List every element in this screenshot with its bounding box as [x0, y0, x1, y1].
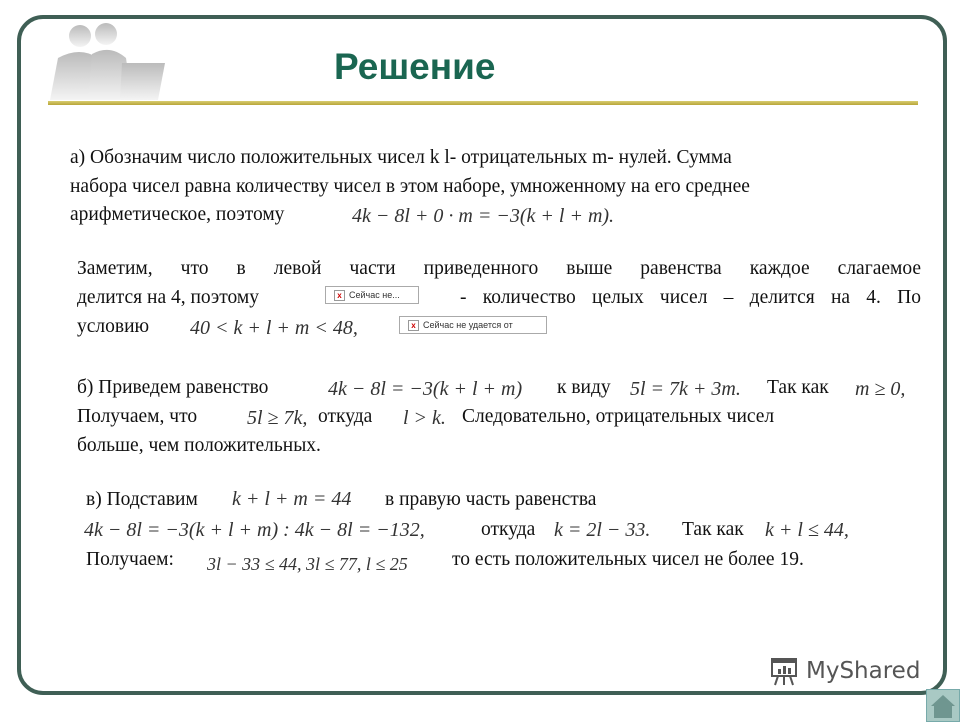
formula-c3: k = 2l − 33. — [554, 519, 651, 541]
part-b-line2c: Следовательно, отрицательных чисел — [462, 406, 775, 427]
formula-b2: 5l = 7k + 3m. — [630, 378, 741, 400]
slide-frame — [17, 15, 947, 695]
part-a-line5b: - количество целых чисел – делится на 4. По — [460, 287, 921, 308]
part-a-line4: Заметим, что в левой части приведенного выше равенства каждое слагаемое — [77, 258, 921, 279]
part-b-line1c: Так как — [767, 377, 829, 398]
part-b-line3: больше, чем положительных. — [77, 435, 321, 456]
broken-image-icon: x — [408, 320, 419, 331]
part-a-line2: набора чисел равна количеству чисел в этом наборе, умноженному на его среднее — [70, 176, 750, 197]
part-a-line6: условию — [77, 316, 150, 337]
title-underline — [48, 101, 918, 105]
formula-b1: 4k − 8l = −3(k + l + m) — [328, 378, 523, 400]
part-b-line1b: к виду — [557, 377, 611, 398]
home-icon — [927, 690, 959, 721]
broken-image-label: Сейчас не удается от — [423, 320, 513, 330]
part-a-line5a: делится на 4, поэтому — [77, 287, 259, 308]
broken-image — [325, 286, 419, 304]
part-b-line1a: б) Приведем равенство — [77, 377, 269, 398]
part-a-line3: арифметическое, поэтому — [70, 204, 285, 225]
myshared-logo[interactable] — [768, 656, 920, 686]
formula-sum: 4k − 8l + 0 · m = −3(k + l + m). — [352, 205, 615, 227]
part-c-line1a: в) Подставим — [86, 489, 198, 510]
part-c-line2a: откуда — [481, 519, 536, 540]
logo-text: MyShared — [806, 658, 921, 684]
part-c-line3b: то есть положительных чисел не более 19. — [452, 549, 804, 570]
formula-c5: 3l − 33 ≤ 44, 3l ≤ 77, l ≤ 25 — [207, 554, 408, 574]
formula-b5: l > k. — [403, 407, 446, 429]
broken-image — [399, 316, 547, 334]
formula-c1: k + l + m = 44 — [232, 488, 352, 510]
formula-c4: k + l ≤ 44, — [765, 519, 849, 541]
presentation-board-icon — [768, 656, 800, 686]
part-c-line3a: Получаем: — [86, 549, 174, 570]
page-title: Решение — [334, 46, 496, 87]
broken-image-icon: x — [334, 290, 345, 301]
formula-range: 40 < k + l + m < 48, — [190, 317, 358, 339]
people-silhouette-icon — [40, 18, 165, 100]
formula-b3: m ≥ 0, — [855, 378, 906, 400]
broken-image-label: Сейчас не... — [349, 290, 400, 300]
part-b-line2a: Получаем, что — [77, 406, 198, 427]
part-b-line2b: откуда — [318, 406, 373, 427]
home-button[interactable] — [926, 689, 960, 722]
part-c-line2b: Так как — [682, 519, 744, 540]
formula-c2: 4k − 8l = −3(k + l + m) : 4k − 8l = −132, — [84, 519, 425, 541]
formula-b4: 5l ≥ 7k, — [247, 407, 308, 429]
part-a-line1: а) Обозначим число положительных чисел k l- отрицательных m- нулей. Сумма — [70, 147, 732, 168]
part-c-line1b: в правую часть равенства — [385, 489, 597, 510]
